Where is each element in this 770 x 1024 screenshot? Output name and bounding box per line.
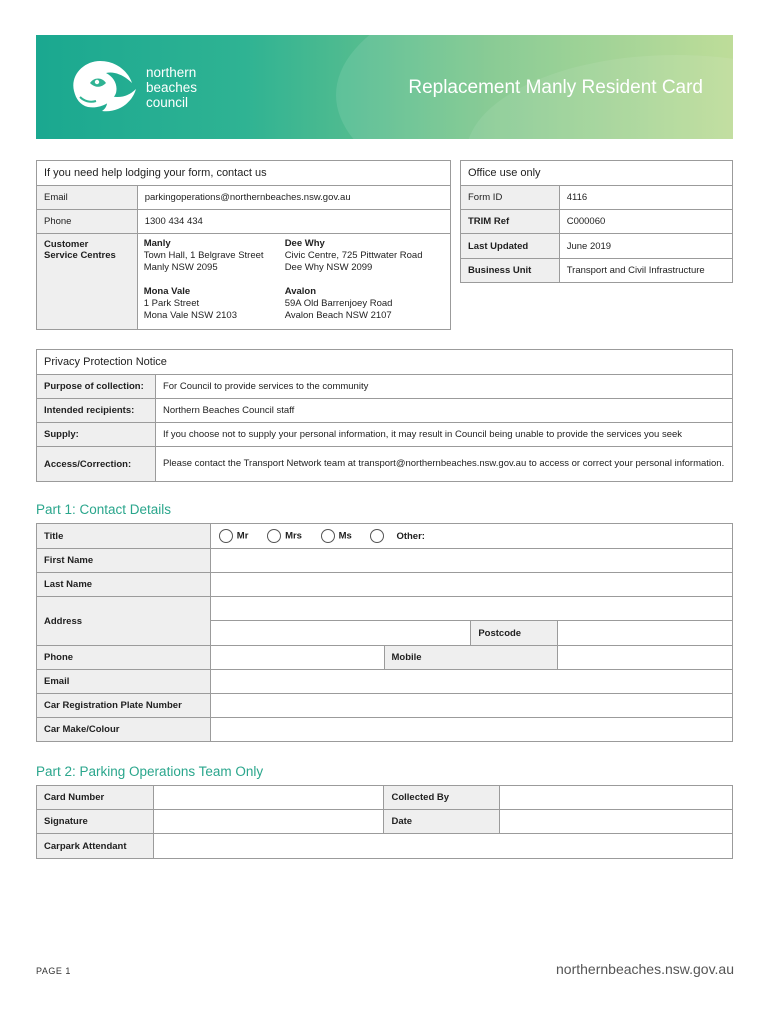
trim-ref-value: C000060 xyxy=(559,210,732,234)
centre-address: Manly NSW 2095 xyxy=(143,262,218,273)
centre-name: Dee Why xyxy=(284,238,325,249)
centre-address: Dee Why NSW 2099 xyxy=(284,262,373,273)
logo-line: council xyxy=(146,95,189,110)
supply-value: If you choose not to supply your personal information, it may result in Council being unable to provide the services you seek xyxy=(155,423,732,447)
signature-label: Signature xyxy=(37,810,154,834)
centre-dee-why xyxy=(285,238,423,274)
office-use-table xyxy=(460,160,733,283)
signature-field[interactable] xyxy=(153,810,384,834)
form-id-value: 4116 xyxy=(559,186,732,210)
postcode-field[interactable] xyxy=(558,621,733,646)
last-updated-value: June 2019 xyxy=(559,234,732,259)
centre-name: Mona Vale xyxy=(143,286,191,297)
card-number-field[interactable] xyxy=(153,786,384,810)
purpose-label: Purpose of collection: xyxy=(37,375,156,399)
email-label: Email xyxy=(37,186,138,210)
form-title: Replacement Manly Resident Card xyxy=(408,77,703,98)
phone-field[interactable] xyxy=(210,646,384,670)
business-unit-value: Transport and Civil Infrastructure xyxy=(559,259,732,283)
option-label: Ms xyxy=(338,530,352,542)
radio-icon[interactable] xyxy=(370,529,384,543)
title-options xyxy=(210,524,732,549)
centre-address: 1 Park Street xyxy=(143,298,200,309)
radio-icon[interactable] xyxy=(321,529,335,543)
attendant-label: Carpark Attendant xyxy=(37,834,154,859)
header-banner xyxy=(36,35,733,139)
council-logo-icon xyxy=(66,53,142,119)
email-value[interactable]: parkingoperations@northernbeaches.nsw.gov.au xyxy=(137,186,450,210)
centre-address: Town Hall, 1 Belgrave Street xyxy=(143,250,264,261)
title-label: Title xyxy=(37,524,211,549)
date-field[interactable] xyxy=(500,810,733,834)
business-unit-label: Business Unit xyxy=(461,259,560,283)
last-name-label: Last Name xyxy=(37,573,211,597)
address-field-line2[interactable] xyxy=(210,621,471,646)
phone-value[interactable]: 1300 434 434 xyxy=(137,210,450,234)
email-label: Email xyxy=(37,670,211,694)
title-other-option[interactable] xyxy=(370,529,425,543)
rego-field[interactable] xyxy=(210,694,732,718)
centre-address: Avalon Beach NSW 2107 xyxy=(284,310,392,321)
centre-manly xyxy=(144,238,285,274)
office-heading: Office use only xyxy=(461,161,733,186)
address-field-line1[interactable] xyxy=(210,597,732,621)
centre-address: 59A Old Barrenjoey Road xyxy=(284,298,393,309)
centre-avalon xyxy=(285,286,393,322)
title-mr-option[interactable] xyxy=(219,529,249,543)
last-updated-label: Last Updated xyxy=(461,234,560,259)
part2-heading: Part 2: Parking Operations Team Only xyxy=(36,764,264,779)
rego-label: Car Registration Plate Number xyxy=(37,694,211,718)
option-label: Mr xyxy=(236,530,249,542)
form-id-label: Form ID xyxy=(461,186,560,210)
logo-line: northern xyxy=(146,65,197,80)
radio-icon[interactable] xyxy=(267,529,281,543)
postcode-label: Postcode xyxy=(471,621,558,646)
centre-address: Mona Vale NSW 2103 xyxy=(143,310,237,321)
attendant-field[interactable] xyxy=(153,834,732,859)
first-name-field[interactable] xyxy=(210,549,732,573)
centre-mona-vale xyxy=(144,286,285,322)
phone-label: Phone xyxy=(37,646,211,670)
contact-heading: If you need help lodging your form, contact us xyxy=(37,161,451,186)
address-label: Address xyxy=(37,597,211,646)
page-number: PAGE 1 xyxy=(36,966,71,976)
centre-name: Manly xyxy=(143,238,171,249)
logo-wordmark xyxy=(146,65,197,110)
centres-label xyxy=(37,234,138,330)
title-mrs-option[interactable] xyxy=(267,529,302,543)
trim-ref-label: TRIM Ref xyxy=(461,210,560,234)
recipients-label: Intended recipients: xyxy=(37,399,156,423)
parking-ops-table xyxy=(36,785,733,859)
make-colour-label: Car Make/Colour xyxy=(37,718,211,742)
centre-address: Civic Centre, 725 Pittwater Road xyxy=(284,250,423,261)
option-label: Mrs xyxy=(285,530,302,542)
email-field[interactable] xyxy=(210,670,732,694)
radio-icon[interactable] xyxy=(219,529,233,543)
centres-label-line: Service Centres xyxy=(44,250,116,261)
supply-label: Supply: xyxy=(37,423,156,447)
privacy-heading: Privacy Protection Notice xyxy=(37,350,733,375)
purpose-value: For Council to provide services to the community xyxy=(155,375,732,399)
centre-name: Avalon xyxy=(284,286,317,297)
mobile-field[interactable] xyxy=(558,646,733,670)
title-ms-option[interactable] xyxy=(321,529,352,543)
collected-by-label: Collected By xyxy=(384,786,500,810)
card-number-label: Card Number xyxy=(37,786,154,810)
footer-url[interactable]: northernbeaches.nsw.gov.au xyxy=(556,961,734,977)
access-label: Access/Correction: xyxy=(37,447,156,482)
centres-label-line: Customer xyxy=(44,239,89,250)
collected-by-field[interactable] xyxy=(500,786,733,810)
privacy-table xyxy=(36,349,733,482)
access-value: Please contact the Transport Network team at transport@northernbeaches.nsw.gov.au to access or correct your personal information. xyxy=(155,447,732,482)
logo-line: beaches xyxy=(146,80,198,95)
centres-list xyxy=(137,234,450,330)
last-name-field[interactable] xyxy=(210,573,732,597)
contact-details-table xyxy=(36,523,733,742)
recipients-value: Northern Beaches Council staff xyxy=(155,399,732,423)
first-name-label: First Name xyxy=(37,549,211,573)
part1-heading: Part 1: Contact Details xyxy=(36,502,172,517)
date-label: Date xyxy=(384,810,500,834)
contact-table xyxy=(36,160,451,330)
phone-label: Phone xyxy=(37,210,138,234)
mobile-label: Mobile xyxy=(384,646,558,670)
make-colour-field[interactable] xyxy=(210,718,732,742)
option-label: Other: xyxy=(396,530,425,542)
